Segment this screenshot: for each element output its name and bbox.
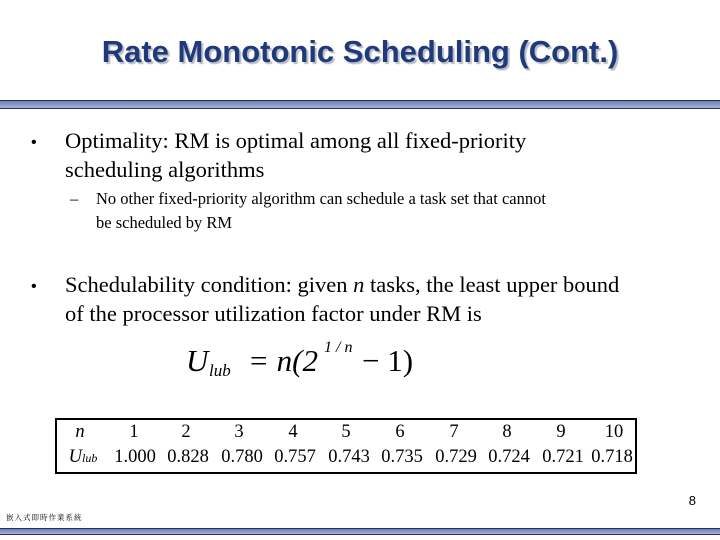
row-label-ulub: Ulub	[68, 447, 98, 467]
footer-course-title: 嵌入式即時作業系統	[6, 513, 83, 522]
ulub-cell: 0.735	[381, 447, 423, 467]
ulub-cell: 0.718	[591, 447, 633, 467]
bullet-schedulability	[31, 270, 691, 330]
ulub-cell: 0.729	[435, 447, 477, 467]
ulub-cell: 0.724	[488, 447, 530, 467]
n-cell: 6	[395, 422, 405, 442]
bullet-marker: •	[31, 278, 37, 295]
sub-bullet-rm	[70, 187, 690, 237]
ulub-cell: 0.721	[542, 447, 584, 467]
ulub-cell: 0.828	[167, 447, 209, 467]
bullet-marker: •	[31, 134, 37, 151]
utilization-table	[55, 418, 637, 474]
slide-title: Rate Monotonic Scheduling (Cont.)	[101, 34, 619, 69]
ulub-cell: 0.743	[328, 447, 370, 467]
table-row-ulub	[57, 447, 635, 471]
bullet-line-1: Schedulability condition: given n tasks, the least upper bound	[65, 272, 620, 297]
ulub-cell: 0.757	[274, 447, 316, 467]
table-row-n	[57, 422, 635, 446]
n-cell: 9	[556, 422, 566, 442]
bullet-line-2: of the processor utilization factor under RM is	[65, 301, 482, 326]
bullet-line-2: scheduling algorithms	[65, 157, 265, 182]
n-cell: 7	[449, 422, 459, 442]
n-cell: 10	[604, 422, 624, 442]
page-number: 8	[688, 493, 696, 508]
ulub-cell: 0.780	[221, 447, 263, 467]
n-cell: 5	[341, 422, 351, 442]
bullet-line-1: Optimality: RM is optimal among all fixed-priority	[65, 128, 527, 153]
sub-bullet-marker: –	[70, 189, 79, 208]
n-cell: 3	[234, 422, 244, 442]
title-divider-bar	[0, 100, 720, 109]
ulub-cell: 1.000	[114, 447, 156, 467]
n-cell: 4	[288, 422, 298, 442]
sub-bullet-line-1: No other fixed-priority algorithm can schedule a task set that cannot	[96, 189, 546, 208]
sub-bullet-line-2: be scheduled by RM	[96, 213, 233, 232]
footer-divider-bar	[0, 528, 720, 535]
row-label-n: n	[75, 422, 85, 442]
n-cell: 2	[181, 422, 191, 442]
ulub-formula: U lub = n(2 1 / n − 1)	[186, 339, 414, 380]
bullet-optimality	[31, 126, 691, 186]
n-cell: 8	[502, 422, 512, 442]
n-cell: 1	[129, 422, 139, 442]
